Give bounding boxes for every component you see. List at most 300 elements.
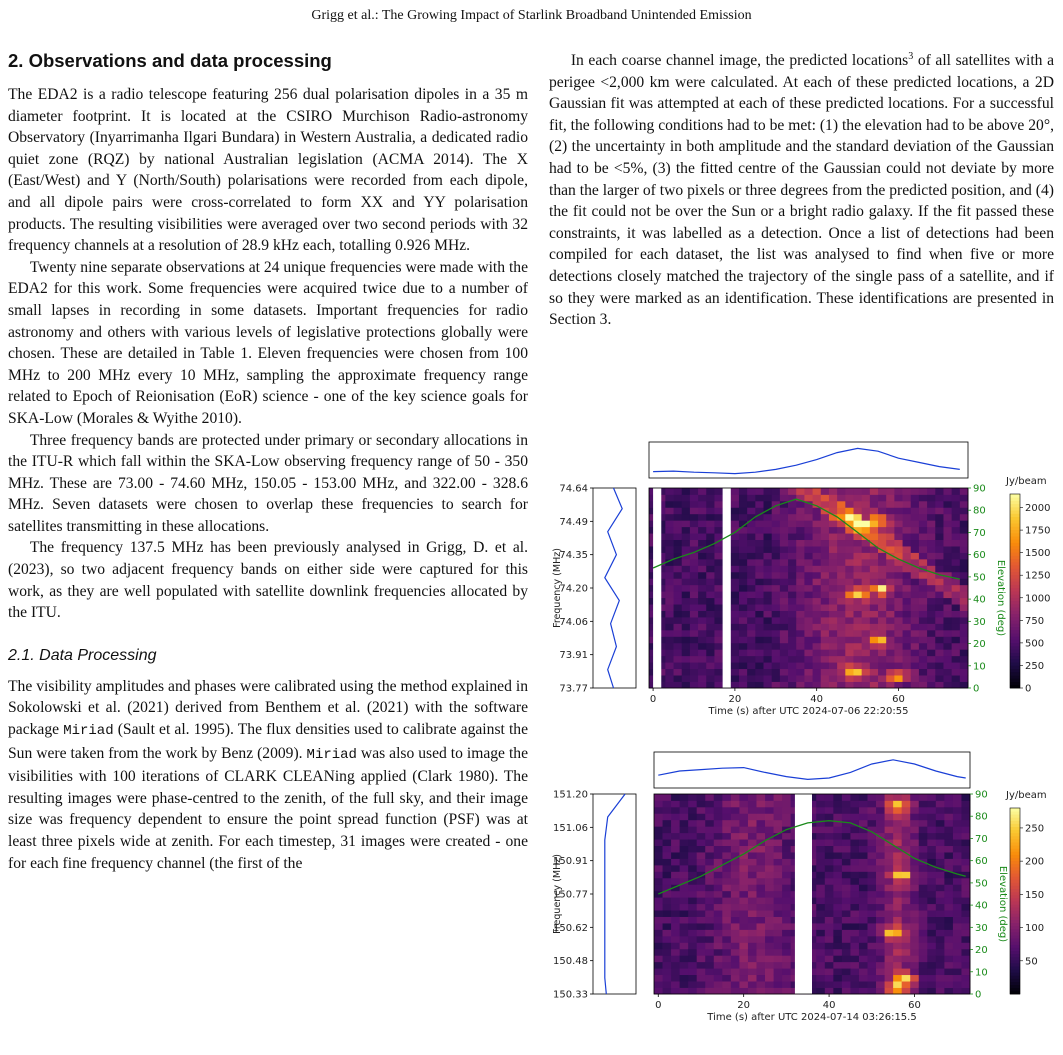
heatmap-cell	[731, 794, 740, 801]
heatmap-cell	[782, 929, 791, 936]
colorbar-segment	[1010, 539, 1020, 543]
heatmap-cell	[755, 533, 764, 540]
heatmap-cell	[816, 871, 825, 878]
colorbar-segment	[1010, 851, 1020, 855]
heatmap-cell	[893, 917, 902, 924]
colorbar-segment	[1010, 526, 1020, 530]
heatmap-cell	[739, 662, 748, 669]
heatmap-cell	[829, 630, 838, 637]
heatmap-cell	[903, 494, 912, 501]
heatmap-cell	[780, 527, 789, 534]
heatmap-cell	[829, 559, 838, 566]
heatmap-cell	[833, 936, 842, 943]
heatmap-cell	[919, 604, 928, 611]
heatmap-cell	[654, 813, 663, 820]
heatmap-cell	[788, 546, 797, 553]
heatmap-cell	[894, 649, 903, 656]
elevation-tick-label: 60	[973, 550, 986, 562]
heatmap-cell	[782, 910, 791, 917]
heatmap-cell	[944, 839, 953, 846]
heatmap-cell	[731, 975, 740, 982]
heatmap-cell	[821, 682, 830, 689]
heatmap-cell	[804, 649, 813, 656]
heatmap-cell	[825, 917, 834, 924]
heatmap-cell	[894, 585, 903, 592]
heatmap-cell	[853, 675, 862, 682]
heatmap-cell	[911, 585, 920, 592]
heatmap-cell	[862, 559, 871, 566]
heatmap-cell	[821, 611, 830, 618]
heatmap-cell	[936, 884, 945, 891]
heatmap-cell	[765, 955, 774, 962]
heatmap-cell	[960, 656, 969, 663]
heatmap-cell	[868, 923, 877, 930]
heatmap-cell	[893, 923, 902, 930]
heatmap-cell	[796, 585, 805, 592]
heatmap-cell	[894, 565, 903, 572]
heatmap-cell	[902, 807, 911, 814]
heatmap-cell	[739, 833, 748, 840]
heatmap-cell	[680, 904, 689, 911]
heatmap-cell	[894, 591, 903, 598]
heatmap-cell	[654, 865, 663, 872]
heatmap-cell	[680, 917, 689, 924]
heatmap-cell	[859, 981, 868, 988]
heatmap-cell	[665, 682, 674, 689]
heatmap-cell	[829, 553, 838, 560]
heatmap-cell	[739, 955, 748, 962]
heatmap-cell	[804, 611, 813, 618]
heatmap-cell	[663, 846, 672, 853]
heatmap-cell	[886, 598, 895, 605]
heatmap-cell	[804, 533, 813, 540]
heatmap-cell	[722, 923, 731, 930]
heatmap-cell	[682, 494, 691, 501]
heatmap-cell	[927, 494, 936, 501]
heatmap-cell	[868, 852, 877, 859]
elevation-tick-label: 70	[973, 527, 986, 539]
heatmap-cell	[747, 559, 756, 566]
y-tick-label: 73.91	[559, 650, 588, 662]
heatmap-cell	[910, 949, 919, 956]
heatmap-cell	[682, 682, 691, 689]
heatmap-cell	[755, 623, 764, 630]
heatmap-cell	[960, 611, 969, 618]
heatmap-cell	[739, 578, 748, 585]
heatmap-cell	[953, 929, 962, 936]
heatmap-cell	[862, 591, 871, 598]
heatmap-cell	[739, 820, 748, 827]
heatmap-cell	[731, 942, 740, 949]
heatmap-cell	[944, 949, 953, 956]
heatmap-cell	[935, 527, 944, 534]
heatmap-cell	[868, 807, 877, 814]
heatmap-cell	[764, 520, 773, 527]
heatmap-cell	[698, 527, 707, 534]
heatmap-cell	[850, 871, 859, 878]
heatmap-cell	[845, 669, 854, 676]
heatmap-cell	[919, 546, 928, 553]
heatmap-cell	[876, 942, 885, 949]
heatmap-cell	[903, 636, 912, 643]
elevation-tick-label: 20	[975, 945, 988, 957]
heatmap-cell	[953, 981, 962, 988]
colorbar-segment	[1010, 565, 1020, 569]
elevation-tick-label: 80	[975, 811, 988, 823]
heatmap-cell	[833, 833, 842, 840]
heatmap-cell	[731, 833, 740, 840]
heatmap-cell	[943, 520, 952, 527]
heatmap-cell	[772, 578, 781, 585]
heatmap-cell	[936, 962, 945, 969]
colorbar-segment	[1010, 820, 1020, 824]
heatmap-cell	[688, 813, 697, 820]
heatmap-cell	[853, 501, 862, 508]
heatmap-cell	[804, 520, 813, 527]
heatmap-cell	[665, 578, 674, 585]
heatmap-cell	[816, 975, 825, 982]
heatmap-cell	[816, 949, 825, 956]
heatmap-cell	[782, 968, 791, 975]
heatmap-cell	[833, 807, 842, 814]
heatmap-cell	[756, 833, 765, 840]
heatmap-cell	[910, 800, 919, 807]
heatmap-cell	[952, 675, 961, 682]
heatmap-cell	[853, 520, 862, 527]
colorbar-segment	[1010, 575, 1020, 579]
heatmap-cell	[853, 630, 862, 637]
heatmap-cell	[748, 904, 757, 911]
heatmap-cell	[886, 488, 895, 495]
heatmap-cell	[698, 565, 707, 572]
heatmap-cell	[902, 871, 911, 878]
heatmap-cell	[868, 839, 877, 846]
heatmap-cell	[739, 859, 748, 866]
heatmap-cell	[680, 794, 689, 801]
heatmap-cell	[885, 865, 894, 872]
heatmap-cell	[919, 981, 928, 988]
heatmap-cell	[774, 839, 783, 846]
heatmap-cell	[690, 656, 699, 663]
heatmap-cell	[876, 897, 885, 904]
heatmap-cell	[747, 623, 756, 630]
heatmap-cell	[911, 572, 920, 579]
heatmap-cell	[688, 904, 697, 911]
heatmap-cell	[706, 643, 715, 650]
heatmap-cell	[788, 540, 797, 547]
heatmap-cell	[961, 891, 970, 898]
heatmap-cell	[674, 546, 683, 553]
heatmap-cell	[829, 623, 838, 630]
heatmap-cell	[722, 917, 731, 924]
heatmap-cell	[739, 540, 748, 547]
heatmap-cell	[663, 852, 672, 859]
heatmap-cell	[919, 923, 928, 930]
heatmap-cell	[862, 494, 871, 501]
heatmap-cell	[870, 501, 879, 508]
heatmap-cell	[682, 643, 691, 650]
y-tick-label: 150.62	[553, 922, 588, 934]
section-heading: 2. Observations and data processing	[8, 50, 332, 71]
heatmap-cell	[698, 617, 707, 624]
heatmap-cell	[885, 962, 894, 969]
heatmap-cell	[952, 669, 961, 676]
heatmap-cell	[714, 949, 723, 956]
heatmap-cell	[935, 514, 944, 521]
heatmap-cell	[837, 572, 846, 579]
heatmap-cell	[722, 852, 731, 859]
heatmap-cell	[878, 494, 887, 501]
heatmap-cell	[671, 891, 680, 898]
heatmap-cell	[782, 820, 791, 827]
x-tick-label: 20	[737, 1000, 751, 1011]
heatmap-cell	[862, 546, 871, 553]
heatmap-cell	[697, 884, 706, 891]
heatmap-cell	[755, 591, 764, 598]
heatmap-cell	[698, 598, 707, 605]
y-axis-label: Frequency (MHz)	[552, 548, 563, 628]
heatmap-cell	[731, 904, 740, 911]
heatmap-cell	[671, 936, 680, 943]
heatmap-cell	[842, 800, 851, 807]
heatmap-cell	[927, 682, 936, 689]
colorbar-segment	[1010, 523, 1020, 527]
heatmap-cell	[911, 546, 920, 553]
heatmap-cell	[919, 878, 928, 885]
heatmap-cell	[936, 826, 945, 833]
heatmap-cell	[722, 949, 731, 956]
heatmap-cell	[774, 955, 783, 962]
heatmap-cell	[919, 975, 928, 982]
heatmap-cell	[944, 833, 953, 840]
heatmap-cell	[705, 846, 714, 853]
heatmap-cell	[911, 540, 920, 547]
heatmap-cell	[862, 527, 871, 534]
heatmap-cell	[788, 507, 797, 514]
heatmap-cell	[731, 636, 740, 643]
heatmap-cell	[788, 553, 797, 560]
heatmap-cell	[935, 598, 944, 605]
colorbar-segment	[1010, 633, 1020, 637]
heatmap-cell	[885, 891, 894, 898]
heatmap-cell	[671, 878, 680, 885]
heatmap-cell	[944, 813, 953, 820]
heatmap-cell	[876, 910, 885, 917]
heatmap-cell	[960, 598, 969, 605]
heatmap-cell	[764, 585, 773, 592]
heatmap-cell	[680, 981, 689, 988]
heatmap-cell	[927, 604, 936, 611]
heatmap-cell	[952, 565, 961, 572]
heatmap-cell	[714, 675, 723, 682]
heatmap-cell	[674, 514, 683, 521]
colorbar-segment	[1010, 830, 1020, 834]
heatmap-cell	[739, 572, 748, 579]
heatmap-cell	[919, 807, 928, 814]
heatmap-cell	[953, 846, 962, 853]
heatmap-cell	[876, 936, 885, 943]
heatmap-cell	[714, 846, 723, 853]
software-name: Miriad	[306, 746, 357, 763]
heatmap-cell	[868, 955, 877, 962]
colorbar-segment	[1010, 669, 1020, 673]
heatmap-cell	[731, 656, 740, 663]
heatmap-cell	[833, 988, 842, 995]
heatmap-cell	[816, 955, 825, 962]
heatmap-cell	[893, 968, 902, 975]
heatmap-cell	[774, 962, 783, 969]
heatmap-cell	[748, 949, 757, 956]
heatmap-cell	[764, 611, 773, 618]
heatmap-cell	[722, 884, 731, 891]
heatmap-cell	[804, 494, 813, 501]
heatmap-cell	[960, 662, 969, 669]
heatmap-cell	[859, 968, 868, 975]
heatmap-cell	[756, 917, 765, 924]
heatmap-cell	[682, 604, 691, 611]
heatmap-cell	[935, 546, 944, 553]
heatmap-cell	[714, 800, 723, 807]
heatmap-cell	[953, 884, 962, 891]
heatmap-cell	[772, 636, 781, 643]
heatmap-cell	[674, 572, 683, 579]
heatmap-cell	[927, 975, 936, 982]
heatmap-cell	[654, 917, 663, 924]
heatmap-cell	[870, 643, 879, 650]
heatmap-cell	[765, 865, 774, 872]
heatmap-cell	[837, 656, 846, 663]
heatmap-cell	[960, 682, 969, 689]
heatmap-cell	[747, 501, 756, 508]
heatmap-cell	[663, 904, 672, 911]
heatmap-cell	[663, 833, 672, 840]
side-profile-frame	[593, 488, 636, 688]
heatmap-cell	[731, 871, 740, 878]
heatmap-cell	[739, 975, 748, 982]
heatmap-cell	[813, 636, 822, 643]
heatmap-cell	[821, 565, 830, 572]
heatmap-cell	[870, 591, 879, 598]
heatmap-cell	[943, 604, 952, 611]
colorbar-segment	[1010, 889, 1020, 893]
heatmap-cell	[927, 501, 936, 508]
heatmap-cell	[682, 630, 691, 637]
x-tick-label: 60	[892, 694, 905, 705]
heatmap-cell	[698, 636, 707, 643]
heatmap-cell	[821, 527, 830, 534]
y-tick-label: 74.06	[559, 616, 588, 628]
heatmap-cell	[764, 559, 773, 566]
heatmap-cell	[944, 807, 953, 814]
heatmap-cell	[842, 852, 851, 859]
heatmap-cell	[953, 859, 962, 866]
heatmap-cell	[935, 507, 944, 514]
heatmap-cell	[697, 962, 706, 969]
heatmap-cell	[690, 604, 699, 611]
heatmap-cell	[756, 929, 765, 936]
heatmap-cell	[804, 553, 813, 560]
heatmap-cell	[764, 675, 773, 682]
heatmap-cell	[842, 968, 851, 975]
heatmap-cell	[813, 585, 822, 592]
heatmap-cell	[654, 794, 663, 801]
heatmap-cell	[804, 514, 813, 521]
heatmap-cell	[960, 585, 969, 592]
heatmap-cell	[813, 598, 822, 605]
colorbar-segment	[1010, 972, 1020, 976]
heatmap-cell	[772, 630, 781, 637]
heatmap-cell	[813, 578, 822, 585]
heatmap-cell	[796, 675, 805, 682]
heatmap-cell	[796, 617, 805, 624]
heatmap-cell	[829, 527, 838, 534]
heatmap-cell	[911, 494, 920, 501]
heatmap-cell	[739, 949, 748, 956]
heatmap-cell	[936, 923, 945, 930]
colorbar-segment	[1010, 617, 1020, 621]
heatmap-cell	[845, 682, 854, 689]
heatmap-cell	[705, 942, 714, 949]
heatmap-cell	[680, 859, 689, 866]
heatmap-cell	[774, 846, 783, 853]
heatmap-cell	[674, 675, 683, 682]
heatmap-cell	[731, 565, 740, 572]
heatmap-cell	[961, 968, 970, 975]
heatmap-cell	[714, 904, 723, 911]
heatmap-cell	[772, 643, 781, 650]
heatmap-cell	[960, 565, 969, 572]
heatmap-cell	[706, 527, 715, 534]
heatmap-cell	[870, 682, 879, 689]
heatmap-cell	[953, 942, 962, 949]
heatmap-cell	[935, 675, 944, 682]
heatmap-cell	[772, 591, 781, 598]
heatmap-cell	[850, 878, 859, 885]
x-tick-label: 60	[908, 1000, 921, 1011]
heatmap-cell	[816, 968, 825, 975]
heatmap-cell	[935, 553, 944, 560]
heatmap-cell	[870, 656, 879, 663]
heatmap-cell	[936, 968, 945, 975]
heatmap-cell	[910, 981, 919, 988]
heatmap-cell	[772, 488, 781, 495]
heatmap-cell	[927, 891, 936, 898]
heatmap-cell	[739, 546, 748, 553]
colorbar-segment	[1010, 858, 1020, 862]
heatmap-cell	[927, 488, 936, 495]
heatmap-cell	[850, 917, 859, 924]
heatmap-cell	[961, 859, 970, 866]
colorbar-tick-label: 150	[1025, 889, 1045, 901]
heatmap-cell	[756, 865, 765, 872]
heatmap-cell	[755, 643, 764, 650]
heatmap-cell	[731, 968, 740, 975]
heatmap-cell	[748, 859, 757, 866]
heatmap-cell	[876, 975, 885, 982]
heatmap-cell	[764, 553, 773, 560]
heatmap-cell	[796, 598, 805, 605]
heatmap-cell	[739, 623, 748, 630]
colorbar-segment	[1010, 944, 1020, 948]
heatmap-cell	[829, 533, 838, 540]
heatmap-cell	[952, 643, 961, 650]
heatmap-cell	[714, 527, 723, 534]
heatmap-cell	[765, 891, 774, 898]
heatmap-cell	[919, 955, 928, 962]
heatmap-cell	[845, 591, 854, 598]
heatmap-cell	[788, 585, 797, 592]
colorbar-segment	[1010, 652, 1020, 656]
